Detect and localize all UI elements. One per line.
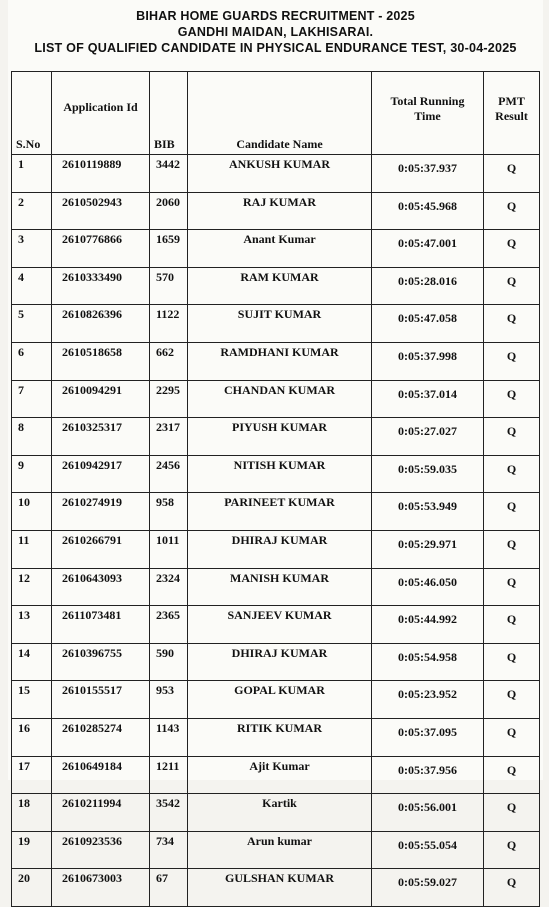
cell-application-id: 2610333490 [52, 267, 150, 305]
cell-running-time: 0:05:37.998 [372, 342, 484, 380]
cell-candidate-name: RITIK KUMAR [188, 718, 372, 756]
cell-application-id: 2610649184 [52, 756, 150, 794]
table-row [12, 568, 540, 606]
column-header-application-id-label: Application Id [63, 100, 138, 114]
table-row [12, 606, 540, 644]
cell-candidate-name: PARINEET KUMAR [188, 493, 372, 531]
cell-sno: 14 [12, 643, 52, 681]
cell-sno: 11 [12, 530, 52, 568]
cell-bib: 2456 [150, 455, 188, 493]
table-row [12, 155, 540, 193]
cell-application-id: 2610826396 [52, 305, 150, 343]
cell-bib: 1122 [150, 305, 188, 343]
cell-bib: 1659 [150, 230, 188, 268]
table-header-row [12, 72, 540, 155]
cell-application-id: 2610776866 [52, 230, 150, 268]
cell-running-time: 0:05:37.095 [372, 718, 484, 756]
table-row [12, 267, 540, 305]
cell-pmt-result: Q [484, 380, 540, 418]
cell-bib: 1211 [150, 756, 188, 794]
cell-candidate-name: Kartik [188, 794, 372, 832]
cell-application-id: 2610094291 [52, 380, 150, 418]
cell-bib: 67 [150, 869, 188, 907]
cell-pmt-result: Q [484, 643, 540, 681]
cell-sno: 19 [12, 831, 52, 869]
cell-bib: 2317 [150, 418, 188, 456]
cell-application-id: 2610211994 [52, 794, 150, 832]
cell-application-id: 2610502943 [52, 192, 150, 230]
cell-running-time: 0:05:23.952 [372, 681, 484, 719]
cell-pmt-result: Q [484, 530, 540, 568]
cell-running-time: 0:05:59.027 [372, 869, 484, 907]
cell-candidate-name: Arun kumar [188, 831, 372, 869]
cell-bib: 2295 [150, 380, 188, 418]
cell-pmt-result: Q [484, 455, 540, 493]
cell-running-time: 0:05:28.016 [372, 267, 484, 305]
cell-pmt-result: Q [484, 305, 540, 343]
table-row [12, 380, 540, 418]
cell-application-id: 2610673003 [52, 869, 150, 907]
cell-running-time: 0:05:29.971 [372, 530, 484, 568]
cell-running-time: 0:05:59.035 [372, 455, 484, 493]
cell-candidate-name: RAM KUMAR [188, 267, 372, 305]
table-row [12, 230, 540, 268]
column-header-bib: BIB [150, 72, 188, 155]
cell-sno: 12 [12, 568, 52, 606]
cell-pmt-result: Q [484, 869, 540, 907]
cell-pmt-result: Q [484, 831, 540, 869]
cell-sno: 3 [12, 230, 52, 268]
cell-candidate-name: CHANDAN KUMAR [188, 380, 372, 418]
cell-pmt-result: Q [484, 718, 540, 756]
cell-bib: 734 [150, 831, 188, 869]
table-row [12, 718, 540, 756]
cell-candidate-name: DHIRAJ KUMAR [188, 530, 372, 568]
cell-application-id: 2610119889 [52, 155, 150, 193]
cell-application-id: 2610266791 [52, 530, 150, 568]
table-row [12, 756, 540, 794]
cell-application-id: 2610396755 [52, 643, 150, 681]
cell-running-time: 0:05:37.937 [372, 155, 484, 193]
cell-candidate-name: SUJIT KUMAR [188, 305, 372, 343]
table-row [12, 342, 540, 380]
cell-bib: 1011 [150, 530, 188, 568]
cell-pmt-result: Q [484, 155, 540, 193]
cell-application-id: 2610923536 [52, 831, 150, 869]
cell-bib: 2365 [150, 606, 188, 644]
cell-running-time: 0:05:45.968 [372, 192, 484, 230]
cell-pmt-result: Q [484, 568, 540, 606]
cell-application-id: 2610518658 [52, 342, 150, 380]
cell-bib: 590 [150, 643, 188, 681]
cell-sno: 4 [12, 267, 52, 305]
cell-running-time: 0:05:37.014 [372, 380, 484, 418]
cell-candidate-name: ANKUSH KUMAR [188, 155, 372, 193]
header-venue: GANDHI MAIDAN, LAKHISARAI. [177, 25, 374, 39]
cell-sno: 9 [12, 455, 52, 493]
table-row [12, 305, 540, 343]
cell-pmt-result: Q [484, 794, 540, 832]
cell-bib: 3442 [150, 155, 188, 193]
column-header-candidate-name: Candidate Name [188, 72, 372, 155]
cell-sno: 15 [12, 681, 52, 719]
column-header-sno: S.No [12, 72, 52, 155]
cell-bib: 2324 [150, 568, 188, 606]
cell-candidate-name: DHIRAJ KUMAR [188, 643, 372, 681]
cell-candidate-name: GULSHAN KUMAR [188, 869, 372, 907]
cell-candidate-name: SANJEEV KUMAR [188, 606, 372, 644]
cell-candidate-name: GOPAL KUMAR [188, 681, 372, 719]
header-title: BIHAR HOME GUARDS RECRUITMENT - 2025 [136, 9, 415, 23]
cell-candidate-name: NITISH KUMAR [188, 455, 372, 493]
cell-pmt-result: Q [484, 681, 540, 719]
cell-application-id: 2610285274 [52, 718, 150, 756]
column-header-total-running-time-label: Total Running Time [390, 94, 465, 123]
cell-running-time: 0:05:53.949 [372, 493, 484, 531]
table-body [12, 155, 540, 907]
cell-pmt-result: Q [484, 267, 540, 305]
column-header-total-running-time [372, 72, 484, 155]
cell-running-time: 0:05:54.958 [372, 643, 484, 681]
cell-sno: 8 [12, 418, 52, 456]
cell-pmt-result: Q [484, 342, 540, 380]
table-row [12, 681, 540, 719]
cell-bib: 662 [150, 342, 188, 380]
cell-running-time: 0:05:55.054 [372, 831, 484, 869]
cell-application-id: 2610274919 [52, 493, 150, 531]
cell-candidate-name: Ajit Kumar [188, 756, 372, 794]
cell-sno: 7 [12, 380, 52, 418]
table-row [12, 530, 540, 568]
cell-sno: 16 [12, 718, 52, 756]
table-row [12, 493, 540, 531]
column-header-pmt-result [484, 72, 540, 155]
cell-pmt-result: Q [484, 230, 540, 268]
cell-bib: 958 [150, 493, 188, 531]
cell-sno: 17 [12, 756, 52, 794]
cell-bib: 3542 [150, 794, 188, 832]
document-page [8, 0, 543, 890]
cell-running-time: 0:05:47.001 [372, 230, 484, 268]
cell-pmt-result: Q [484, 418, 540, 456]
cell-running-time: 0:05:46.050 [372, 568, 484, 606]
cell-candidate-name: PIYUSH KUMAR [188, 418, 372, 456]
cell-bib: 953 [150, 681, 188, 719]
table-row [12, 794, 540, 832]
cell-bib: 2060 [150, 192, 188, 230]
cell-sno: 6 [12, 342, 52, 380]
table-row [12, 869, 540, 907]
table-row [12, 192, 540, 230]
cell-candidate-name: Anant Kumar [188, 230, 372, 268]
cell-running-time: 0:05:44.992 [372, 606, 484, 644]
cell-application-id: 2610325317 [52, 418, 150, 456]
cell-sno: 10 [12, 493, 52, 531]
table-row [12, 831, 540, 869]
cell-candidate-name: RAJ KUMAR [188, 192, 372, 230]
cell-bib: 570 [150, 267, 188, 305]
table-row [12, 643, 540, 681]
cell-pmt-result: Q [484, 493, 540, 531]
cell-sno: 2 [12, 192, 52, 230]
cell-application-id: 2610643093 [52, 568, 150, 606]
header-list-title: LIST OF QUALIFIED CANDIDATE IN PHYSICAL ENDURANCE TEST, 30-04-2025 [34, 41, 517, 55]
cell-application-id: 2610155517 [52, 681, 150, 719]
cell-sno: 5 [12, 305, 52, 343]
table-row [12, 455, 540, 493]
cell-pmt-result: Q [484, 606, 540, 644]
cell-candidate-name: MANISH KUMAR [188, 568, 372, 606]
document-header [8, 0, 543, 56]
cell-running-time: 0:05:47.058 [372, 305, 484, 343]
cell-sno: 13 [12, 606, 52, 644]
cell-sno: 20 [12, 869, 52, 907]
table-row [12, 418, 540, 456]
cell-application-id: 2611073481 [52, 606, 150, 644]
column-header-pmt-result-label: PMT Result [495, 94, 528, 123]
cell-running-time: 0:05:37.956 [372, 756, 484, 794]
column-header-application-id [52, 72, 150, 155]
cell-sno: 18 [12, 794, 52, 832]
cell-candidate-name: RAMDHANI KUMAR [188, 342, 372, 380]
cell-bib: 1143 [150, 718, 188, 756]
cell-sno: 1 [12, 155, 52, 193]
cell-pmt-result: Q [484, 192, 540, 230]
cell-application-id: 2610942917 [52, 455, 150, 493]
cell-running-time: 0:05:27.027 [372, 418, 484, 456]
cell-running-time: 0:05:56.001 [372, 794, 484, 832]
cell-pmt-result: Q [484, 756, 540, 794]
results-table [11, 71, 540, 907]
